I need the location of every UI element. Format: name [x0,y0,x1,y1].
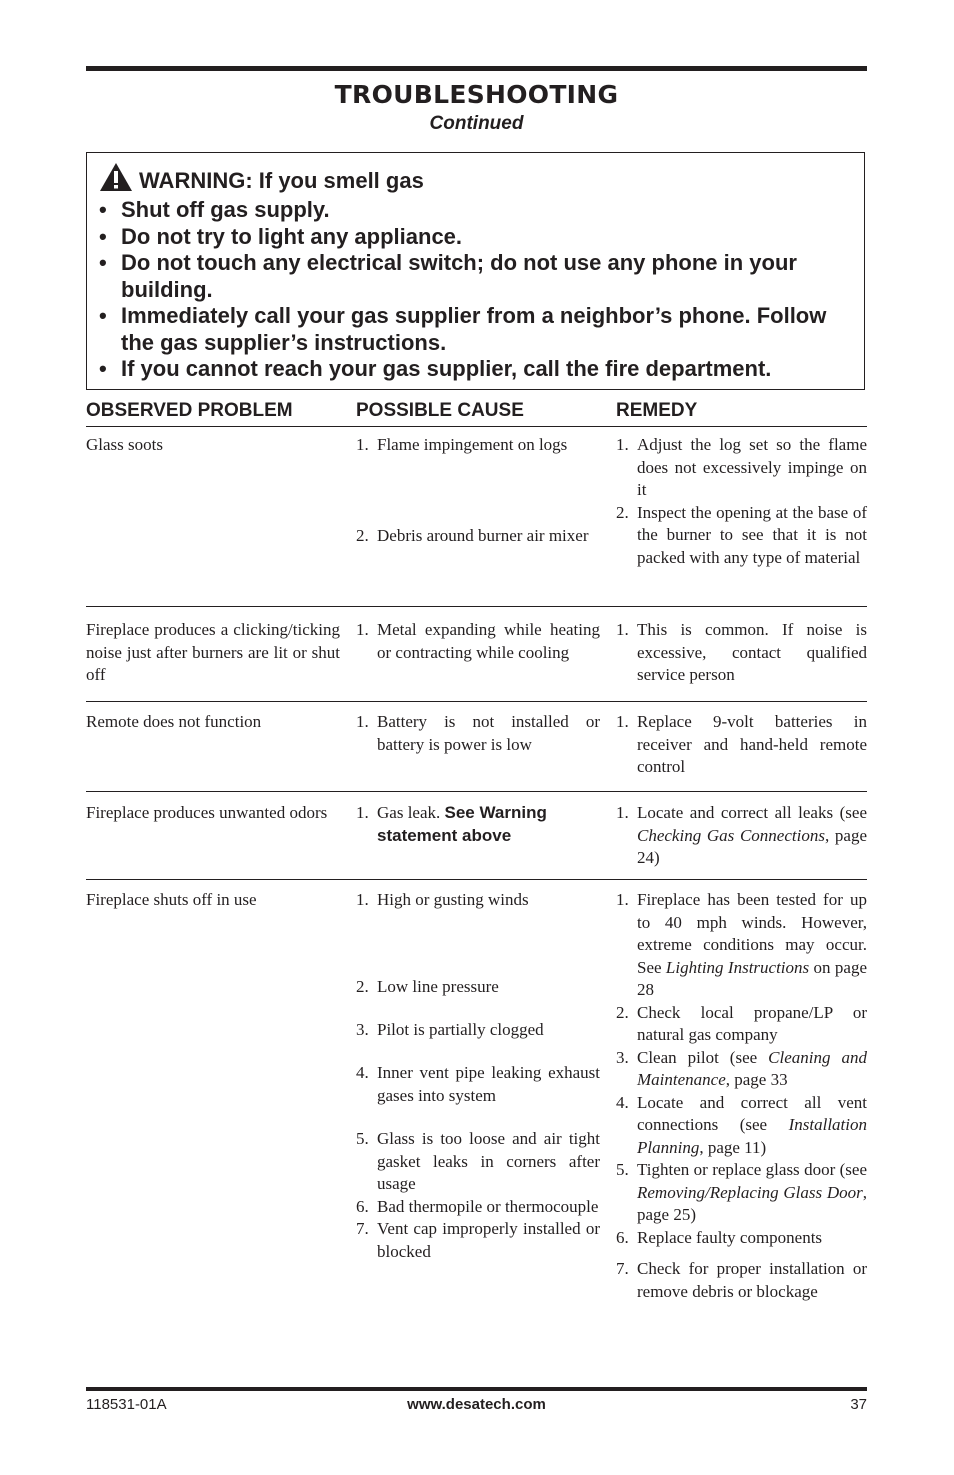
bottom-rule [86,1387,867,1391]
problem-cell: Remote does not function [86,712,262,731]
cause-item: 1. Gas leak. See Warning statement above [356,803,547,845]
remedy-cell [616,889,867,1249]
row-divider [86,791,867,792]
cause-cell [356,525,600,548]
warning-item: • Do not try to light any appliance. [99,223,463,249]
cause-item: 1. Flame impingement on logs [356,435,568,454]
remedy-item: 2. Check local propane/LP or natural gas company [616,1002,867,1044]
cause-item: 5. Glass is too loose and air tight gasket leaks in corners after usage [356,1129,600,1193]
remedy-item: 4. Locate and correct all vent connections (see Installation Planning, page 11) [616,1092,867,1157]
cause-cell [356,711,600,756]
cause-item: 4. Inner vent pipe leaking exhaust gases into system [356,1063,600,1105]
problem-cell: Fireplace shuts off in use [86,890,257,909]
document-number: 118531-01A [86,1396,167,1413]
cause-cell [356,619,600,664]
problem-cell: Glass soots [86,435,163,454]
cause-cell [356,976,600,999]
cause-cell [356,434,600,457]
gas-warning-box [86,152,865,390]
remedy-item: 7. Check for proper installation or remove debris or blockage [616,1259,867,1301]
cause-cell [356,1128,600,1263]
warning-item: • Shut off gas supply. [99,197,330,222]
header-possible-cause: POSSIBLE CAUSE [356,400,524,421]
warning-triangle-icon [99,162,133,192]
remedy-item: 6. Replace faulty components [616,1227,823,1247]
warning-reference: See Warning statement above [377,803,547,845]
remedy-item: 1. Replace 9-volt batteries in receiver and hand-held remote control [616,712,867,776]
warning-title [99,167,424,195]
remedy-item: 1. Locate and correct all leaks (see Checking Gas Connections, page 24) [616,803,867,867]
cause-cell [356,802,600,847]
remedy-item: 2. Inspect the opening at the base of the burner to see that it is not packed with any type of material [616,502,867,567]
header-remedy: REMEDY [616,400,698,421]
cause-item: 6. Bad thermopile or thermocouple [356,1196,599,1216]
cause-item: 3. Pilot is partially clogged [356,1020,544,1039]
remedy-item: 1. This is common. If noise is excessive, contact qualified service person [616,620,867,684]
row-divider [86,879,867,880]
row-divider [86,701,867,702]
cause-cell [356,1062,600,1107]
warning-list [99,197,859,383]
cause-cell [356,1019,600,1042]
cause-item: 1. High or gusting winds [356,890,529,909]
page-number: 37 [850,1396,867,1413]
remedy-cell [616,619,867,687]
cause-item: 1. Battery is not installed or battery is power is low [356,712,600,754]
warning-item: • Do not touch any electrical switch; do not use any phone in your building. [99,250,797,302]
remedy-cell [616,802,867,870]
warning-item: • If you cannot reach your gas supplier, call the fire department. [99,356,772,381]
problem-cell: Fireplace produces a clicking/ticking noise just after burners are lit or shut off [86,620,340,684]
page-title: TROUBLESHOOTING [334,80,619,109]
header-rule [86,426,867,427]
remedy-item: 3. Clean pilot (see Cleaning and Maintenance, page 33 [616,1047,867,1089]
remedy-item: 1. Fireplace has been tested for up to 40 mph winds. However, extreme conditions may occur. See Lighting Instructions on page 28 [616,890,867,999]
row-divider [86,606,867,607]
remedy-item: 1. Adjust the log set so the flame does not excessively impinge on it [616,435,867,499]
cause-item: 2. Debris around burner air mixer [356,526,589,545]
remedy-cell [616,711,867,779]
top-rule [86,66,867,71]
cause-cell [356,889,600,912]
warning-item: • Immediately call your gas supplier from a neighbor’s phone. Follow the gas supplier’s instructions. [99,303,827,355]
website-link[interactable]: www.desatech.com [407,1396,546,1413]
remedy-item: 5. Tighten or replace glass door (see Removing/Replacing Glass Door, page 25) [616,1160,867,1224]
cause-item: 2. Low line pressure [356,977,499,996]
header-observed-problem: OBSERVED PROBLEM [86,400,293,421]
cause-item: 1. Metal expanding while heating or contracting while cooling [356,620,600,662]
warning-title-text: WARNING: If you smell gas [139,168,424,193]
remedy-cell [616,434,867,569]
problem-cell: Fireplace produces unwanted odors [86,803,328,822]
cause-item: 7. Vent cap improperly installed or blocked [356,1219,600,1261]
remedy-cell [616,1258,867,1303]
page-subtitle: Continued [429,113,524,134]
